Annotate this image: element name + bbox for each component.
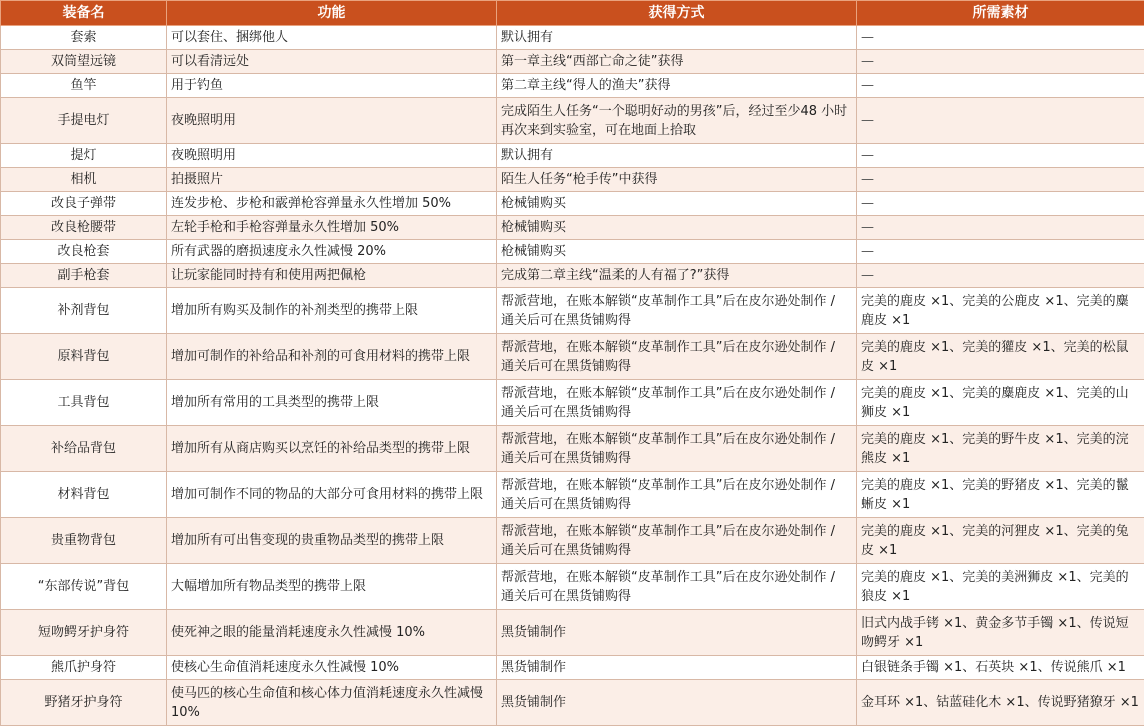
item-materials-cell: 旧式内战手铐 ×1、黄金多节手镯 ×1、传说短吻鳄牙 ×1 <box>857 610 1144 656</box>
item-obtain-cell: 完成陌生人任务“一个聪明好动的男孩”后，经过至少48 小时再次来到实验室，可在地面上拾取 <box>497 98 857 144</box>
item-function-cell: 使核心生命值消耗速度永久性减慢 10% <box>167 656 497 680</box>
item-materials-cell: — <box>857 50 1144 74</box>
item-function-cell: 增加所有购买及制作的补剂类型的携带上限 <box>167 288 497 334</box>
table-row <box>1 26 1144 50</box>
table-row <box>1 472 1144 518</box>
table-row <box>1 518 1144 564</box>
table-row <box>1 240 1144 264</box>
item-obtain-cell: 帮派营地，在账本解锁“皮革制作工具”后在皮尔逊处制作 / 通关后可在黑货铺购得 <box>497 426 857 472</box>
item-materials-cell: 完美的鹿皮 ×1、完美的獾皮 ×1、完美的松鼠皮 ×1 <box>857 334 1144 380</box>
item-materials-cell: 完美的鹿皮 ×1、完美的野猪皮 ×1、完美的鬣蜥皮 ×1 <box>857 472 1144 518</box>
item-obtain-cell: 陌生人任务“枪手传”中获得 <box>497 168 857 192</box>
item-name-cell: 熊爪护身符 <box>1 656 167 680</box>
item-name-cell: 改良枪腰带 <box>1 216 167 240</box>
item-obtain-cell: 黑货铺制作 <box>497 656 857 680</box>
item-function-cell: 使死神之眼的能量消耗速度永久性减慢 10% <box>167 610 497 656</box>
item-name-cell: 材料背包 <box>1 472 167 518</box>
item-materials-cell: — <box>857 216 1144 240</box>
table-row <box>1 144 1144 168</box>
item-name-cell: 野猪牙护身符 <box>1 680 167 726</box>
table-row <box>1 610 1144 656</box>
item-name-cell: 补剂背包 <box>1 288 167 334</box>
item-function-cell: 用于钓鱼 <box>167 74 497 98</box>
table-row <box>1 50 1144 74</box>
item-function-cell: 可以套住、捆绑他人 <box>167 26 497 50</box>
table-body <box>1 26 1144 726</box>
table-row <box>1 168 1144 192</box>
item-obtain-cell: 第一章主线“西部亡命之徒”获得 <box>497 50 857 74</box>
table-row <box>1 656 1144 680</box>
item-materials-cell: — <box>857 26 1144 50</box>
item-materials-cell: 白银链条手镯 ×1、石英块 ×1、传说熊爪 ×1 <box>857 656 1144 680</box>
item-name-cell: 改良子弹带 <box>1 192 167 216</box>
item-materials-cell: 完美的鹿皮 ×1、完美的河狸皮 ×1、完美的兔皮 ×1 <box>857 518 1144 564</box>
item-function-cell: 夜晚照明用 <box>167 98 497 144</box>
item-materials-cell: 完美的鹿皮 ×1、完美的公鹿皮 ×1、完美的麋鹿皮 ×1 <box>857 288 1144 334</box>
item-function-cell: 大幅增加所有物品类型的携带上限 <box>167 564 497 610</box>
table-row <box>1 264 1144 288</box>
header-row <box>1 1 1144 26</box>
item-name-cell: 改良枪套 <box>1 240 167 264</box>
item-function-cell: 增加所有从商店购买以烹饪的补给品类型的携带上限 <box>167 426 497 472</box>
item-materials-cell: 完美的鹿皮 ×1、完美的美洲狮皮 ×1、完美的狼皮 ×1 <box>857 564 1144 610</box>
item-function-cell: 增加可制作不同的物品的大部分可食用材料的携带上限 <box>167 472 497 518</box>
header-obtain: 获得方式 <box>497 1 857 26</box>
item-function-cell: 增加所有可出售变现的贵重物品类型的携带上限 <box>167 518 497 564</box>
item-obtain-cell: 默认拥有 <box>497 144 857 168</box>
item-obtain-cell: 帮派营地，在账本解锁“皮革制作工具”后在皮尔逊处制作 / 通关后可在黑货铺购得 <box>497 288 857 334</box>
item-materials-cell: — <box>857 168 1144 192</box>
item-name-cell: 补给品背包 <box>1 426 167 472</box>
item-name-cell: 原料背包 <box>1 334 167 380</box>
header-name: 装备名 <box>1 1 167 26</box>
table-row <box>1 74 1144 98</box>
table-row <box>1 564 1144 610</box>
item-name-cell: 鱼竿 <box>1 74 167 98</box>
item-obtain-cell: 默认拥有 <box>497 26 857 50</box>
item-function-cell: 左轮手枪和手枪容弹量永久性增加 50% <box>167 216 497 240</box>
item-obtain-cell: 第二章主线“得人的渔夫”获得 <box>497 74 857 98</box>
item-name-cell: 提灯 <box>1 144 167 168</box>
item-function-cell: 连发步枪、步枪和霰弹枪容弹量永久性增加 50% <box>167 192 497 216</box>
item-materials-cell: — <box>857 144 1144 168</box>
item-function-cell: 让玩家能同时持有和使用两把佩枪 <box>167 264 497 288</box>
item-obtain-cell: 黑货铺制作 <box>497 610 857 656</box>
item-materials-cell: — <box>857 74 1144 98</box>
item-name-cell: 副手枪套 <box>1 264 167 288</box>
item-function-cell: 夜晚照明用 <box>167 144 497 168</box>
item-name-cell: 双筒望远镜 <box>1 50 167 74</box>
table-row <box>1 380 1144 426</box>
item-materials-cell: — <box>857 192 1144 216</box>
table-row <box>1 98 1144 144</box>
item-function-cell: 所有武器的磨损速度永久性减慢 20% <box>167 240 497 264</box>
item-obtain-cell: 枪械铺购买 <box>497 216 857 240</box>
table-row <box>1 334 1144 380</box>
item-name-cell: “东部传说”背包 <box>1 564 167 610</box>
table-row <box>1 426 1144 472</box>
item-materials-cell: 金耳环 ×1、钴蓝硅化木 ×1、传说野猪獠牙 ×1 <box>857 680 1144 726</box>
item-materials-cell: 完美的鹿皮 ×1、完美的野牛皮 ×1、完美的浣熊皮 ×1 <box>857 426 1144 472</box>
item-obtain-cell: 完成第二章主线“温柔的人有福了?”获得 <box>497 264 857 288</box>
item-obtain-cell: 帮派营地，在账本解锁“皮革制作工具”后在皮尔逊处制作 / 通关后可在黑货铺购得 <box>497 564 857 610</box>
item-name-cell: 套索 <box>1 26 167 50</box>
item-obtain-cell: 黑货铺制作 <box>497 680 857 726</box>
item-obtain-cell: 枪械铺购买 <box>497 240 857 264</box>
item-function-cell: 增加所有常用的工具类型的携带上限 <box>167 380 497 426</box>
header-function: 功能 <box>167 1 497 26</box>
item-obtain-cell: 枪械铺购买 <box>497 192 857 216</box>
item-function-cell: 增加可制作的补给品和补剂的可食用材料的携带上限 <box>167 334 497 380</box>
item-obtain-cell: 帮派营地，在账本解锁“皮革制作工具”后在皮尔逊处制作 / 通关后可在黑货铺购得 <box>497 380 857 426</box>
item-materials-cell: — <box>857 98 1144 144</box>
header-materials: 所需素材 <box>857 1 1144 26</box>
item-obtain-cell: 帮派营地，在账本解锁“皮革制作工具”后在皮尔逊处制作 / 通关后可在黑货铺购得 <box>497 518 857 564</box>
item-materials-cell: 完美的鹿皮 ×1、完美的麋鹿皮 ×1、完美的山狮皮 ×1 <box>857 380 1144 426</box>
item-obtain-cell: 帮派营地，在账本解锁“皮革制作工具”后在皮尔逊处制作 / 通关后可在黑货铺购得 <box>497 472 857 518</box>
item-obtain-cell: 帮派营地，在账本解锁“皮革制作工具”后在皮尔逊处制作 / 通关后可在黑货铺购得 <box>497 334 857 380</box>
table-row <box>1 216 1144 240</box>
table-row <box>1 288 1144 334</box>
item-name-cell: 手提电灯 <box>1 98 167 144</box>
table-row <box>1 680 1144 726</box>
item-function-cell: 可以看清远处 <box>167 50 497 74</box>
item-name-cell: 短吻鳄牙护身符 <box>1 610 167 656</box>
item-function-cell: 使马匹的核心生命值和核心体力值消耗速度永久性减慢 10% <box>167 680 497 726</box>
item-materials-cell: — <box>857 240 1144 264</box>
table-row <box>1 192 1144 216</box>
item-name-cell: 相机 <box>1 168 167 192</box>
item-name-cell: 贵重物背包 <box>1 518 167 564</box>
item-name-cell: 工具背包 <box>1 380 167 426</box>
item-function-cell: 拍摄照片 <box>167 168 497 192</box>
item-materials-cell: — <box>857 264 1144 288</box>
